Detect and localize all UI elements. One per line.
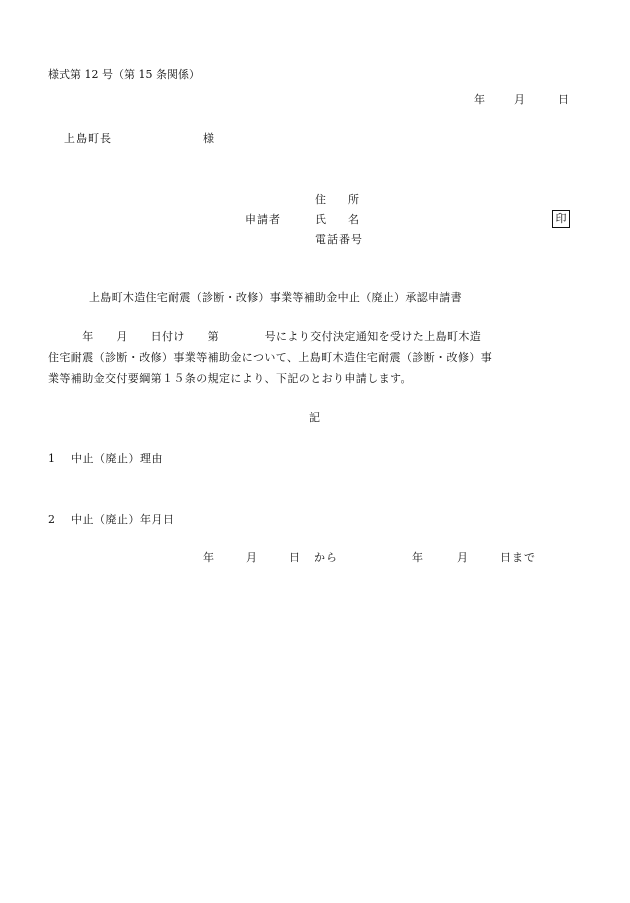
seal-mark: 印 — [552, 210, 570, 228]
body-line-1: 年 月 日付け 第 号により交付決定通知を受けた上島町木造 — [48, 330, 482, 343]
date-year-label: 年 — [474, 93, 485, 106]
body-line-2: 住宅耐震（診断・改修）事業等補助金について、上島町木造住宅耐震（診断・改修）事 — [48, 351, 493, 364]
applicant-role-label: 申請者 — [245, 213, 281, 226]
period-from-suffix: から — [314, 551, 338, 564]
addressee-honorific: 様 — [203, 132, 214, 145]
period-to-month: 月 — [457, 551, 468, 564]
date-day-label: 日 — [558, 93, 569, 106]
addressee-name: 上島町長 — [64, 132, 112, 145]
item2-date-label: 2 中止（廃止）年月日 — [48, 513, 175, 526]
period-from-month: 月 — [246, 551, 257, 564]
ki-heading: 記 — [309, 411, 320, 424]
phone-label: 電話番号 — [315, 233, 363, 246]
period-to-year: 年 — [412, 551, 423, 564]
period-from-year: 年 — [203, 551, 214, 564]
name-label: 氏 名 — [315, 213, 359, 226]
address-label: 住 所 — [315, 193, 359, 206]
period-from-day: 日 — [289, 551, 300, 564]
body-line-3: 業等補助金交付要綱第１５条の規定により、下記のとおり申請します。 — [48, 372, 412, 385]
period-to-day-suffix: 日まで — [500, 551, 536, 564]
item1-reason-label: 1 中止（廃止）理由 — [48, 452, 163, 465]
form-number-label: 様式第 12 号（第 15 条関係） — [48, 68, 200, 81]
date-month-label: 月 — [514, 93, 525, 106]
document-title: 上島町木造住宅耐震（診断・改修）事業等補助金中止（廃止）承認申請書 — [89, 291, 462, 304]
